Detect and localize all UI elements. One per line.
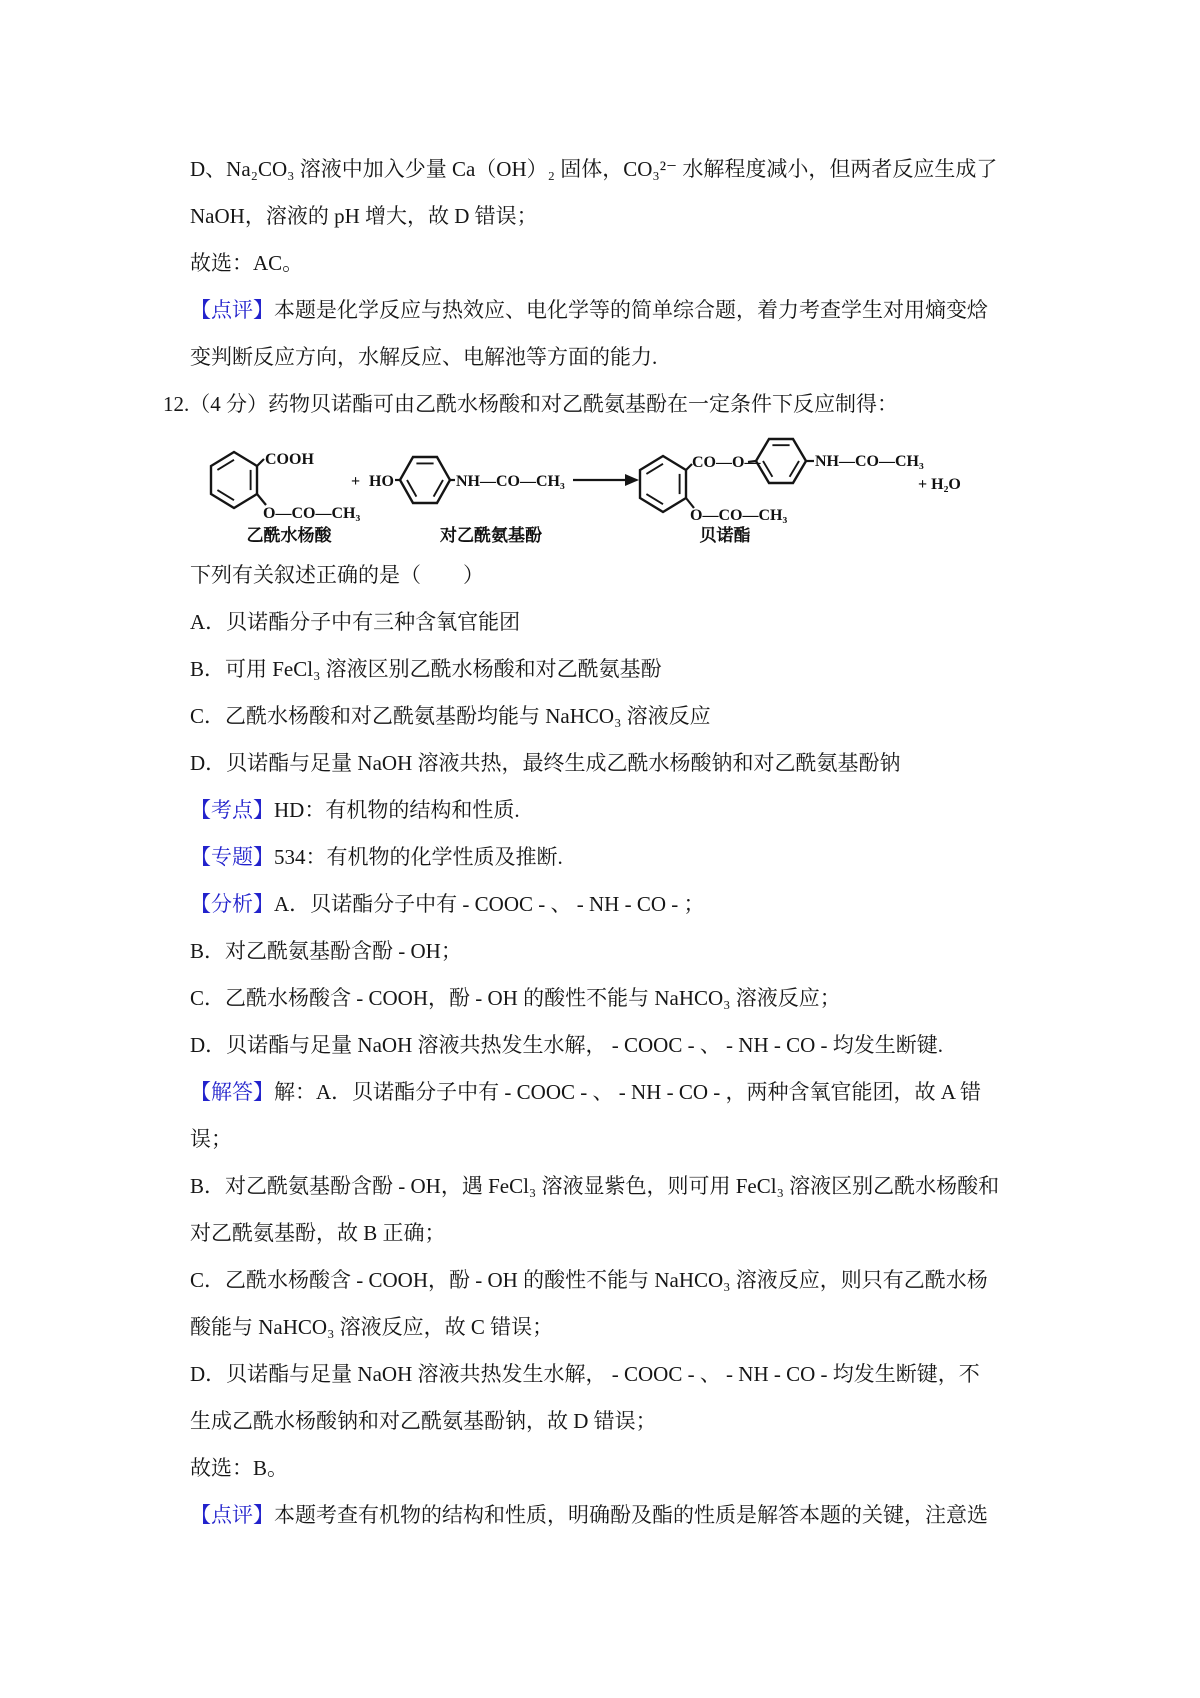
formula-water: + H₂O <box>918 476 961 493</box>
jieda-a1-text: 解：A．贝诺酯分子中有 - COOC - 、 - NH - CO - ，两种含氧官能团，故 A 错 <box>274 1080 981 1104</box>
answer11-line-d2: NaOH，溶液的 pH 增大，故 D 错误； <box>190 204 538 228</box>
option-a: A．贝诺酯分子中有三种含氧官能团 <box>190 610 521 634</box>
option-c: C．乙酰水杨酸和对乙酰氨基酚均能与 NaHCO₃ 溶液反应 <box>190 704 711 728</box>
answer11-line-d: D、Na₂CO₃ 溶液中加入少量 Ca（OH）₂ 固体，CO₃²⁻ 水解程度减小，但两者反应生成了 <box>190 157 998 181</box>
fenxi-line-c: C．乙酰水杨酸含 - COOH，酚 - OH 的酸性不能与 NaHCO₃ 溶液反应； <box>190 986 841 1010</box>
fenxi-line-d: D．贝诺酯与足量 NaOH 溶液共热发生水解， - COOC - 、 - NH - CO - 均发生断键. <box>190 1033 944 1057</box>
bond <box>257 459 264 466</box>
question-prompt: 下列有关叙述正确的是（ ） <box>190 563 484 587</box>
bond <box>257 494 266 505</box>
formula-ococh3: O—CO—CH₃ <box>263 505 361 522</box>
fenxi-line-b: B．对乙酰氨基酚含酚 - OH； <box>190 939 462 963</box>
option-b: B．可用 FeCl₃ 溶液区别乙酰水杨酸和对乙酰氨基酚 <box>190 657 662 681</box>
jieda-line-a1 <box>0 1069 1200 1116</box>
answer11-conclusion: 故选：AC。 <box>190 251 304 275</box>
comment-text: 本题是化学反应与热效应、电化学等的简单综合题，着力考查学生对用熵变焓 <box>274 298 988 322</box>
answer11-comment-line <box>0 287 1200 334</box>
comment-tag: 【点评】 <box>190 298 274 322</box>
zhuanti-text: 534：有机物的化学性质及推断. <box>274 845 563 869</box>
compound-name-aspirin: 乙酰水杨酸 <box>246 526 332 545</box>
formula-cooo: CO—O— <box>692 454 761 471</box>
compound-name-benorilate: 贝诺酯 <box>699 526 751 545</box>
jieda-line-d1: D．贝诺酯与足量 NaOH 溶液共热发生水解， - COOC - 、 - NH - CO - 均发生断键，不 <box>190 1362 980 1386</box>
document-content <box>0 146 1200 1539</box>
plus-sign: + <box>351 473 361 490</box>
answer11-comment-line2: 变判断反应方向，水解反应、电解池等方面的能力. <box>190 345 658 369</box>
jieda-line-b2: 对乙酰氨基酚，故 B 正确； <box>190 1221 446 1245</box>
formula-ho: HO <box>369 473 394 490</box>
fenxi-a-text: A．贝诺酯分子中有 - COOC - 、 - NH - CO - ； <box>274 892 705 916</box>
jieda-line-b1: B．对乙酰氨基酚含酚 - OH，遇 FeCl₃ 溶液显紫色，则可用 FeCl₃ 溶液区别乙酰水杨酸和 <box>190 1174 1000 1198</box>
jieda-line-c1: C．乙酰水杨酸含 - COOH，酚 - OH 的酸性不能与 NaHCO₃ 溶液反应，则只有乙酰水杨 <box>190 1268 988 1292</box>
option-d: D．贝诺酯与足量 NaOH 溶液共热，最终生成乙酰水杨酸钠和对乙酰氨基酚钠 <box>190 751 901 775</box>
zhuanti-line <box>0 834 1200 881</box>
dianping-line <box>0 1492 1200 1539</box>
dianping-text: 本题考查有机物的结构和性质，明确酚及酯的性质是解答本题的关键，注意选 <box>274 1503 988 1527</box>
kaodian-line <box>0 787 1200 834</box>
answer12-conclusion: 故选：B。 <box>190 1456 289 1480</box>
kaodian-tag: 【考点】 <box>190 798 274 822</box>
reaction-diagram-svg <box>185 428 975 550</box>
jieda-tag: 【解答】 <box>190 1080 274 1104</box>
jieda-line-c2: 酸能与 NaHCO₃ 溶液反应，故 C 错误； <box>190 1315 554 1339</box>
compound-name-paracetamol: 对乙酰氨基酚 <box>440 526 542 545</box>
question-12-stem: 12.（4 分）药物贝诺酯可由乙酰水杨酸和对乙酰氨基酚在一定条件下反应制得： <box>163 392 898 416</box>
jieda-line-d2: 生成乙酰水杨酸钠和对乙酰氨基酚钠，故 D 错误； <box>190 1409 657 1433</box>
fenxi-tag: 【分析】 <box>190 892 274 916</box>
kaodian-text: HD：有机物的结构和性质. <box>274 798 520 822</box>
formula-nhcoch3-product: NH—CO—CH₃ <box>815 453 924 470</box>
formula-nhcoch3: NH—CO—CH₃ <box>456 473 565 490</box>
dianping-tag: 【点评】 <box>190 1503 274 1527</box>
reaction-arrow-head-icon <box>625 474 639 486</box>
formula-ococh3-product: O—CO—CH₃ <box>690 507 788 524</box>
reaction-diagram <box>0 428 1200 552</box>
fenxi-line-a <box>0 881 1200 928</box>
jieda-line-a2: 误； <box>190 1127 232 1151</box>
formula-cooh: COOH <box>265 451 314 468</box>
zhuanti-tag: 【专题】 <box>190 845 274 869</box>
